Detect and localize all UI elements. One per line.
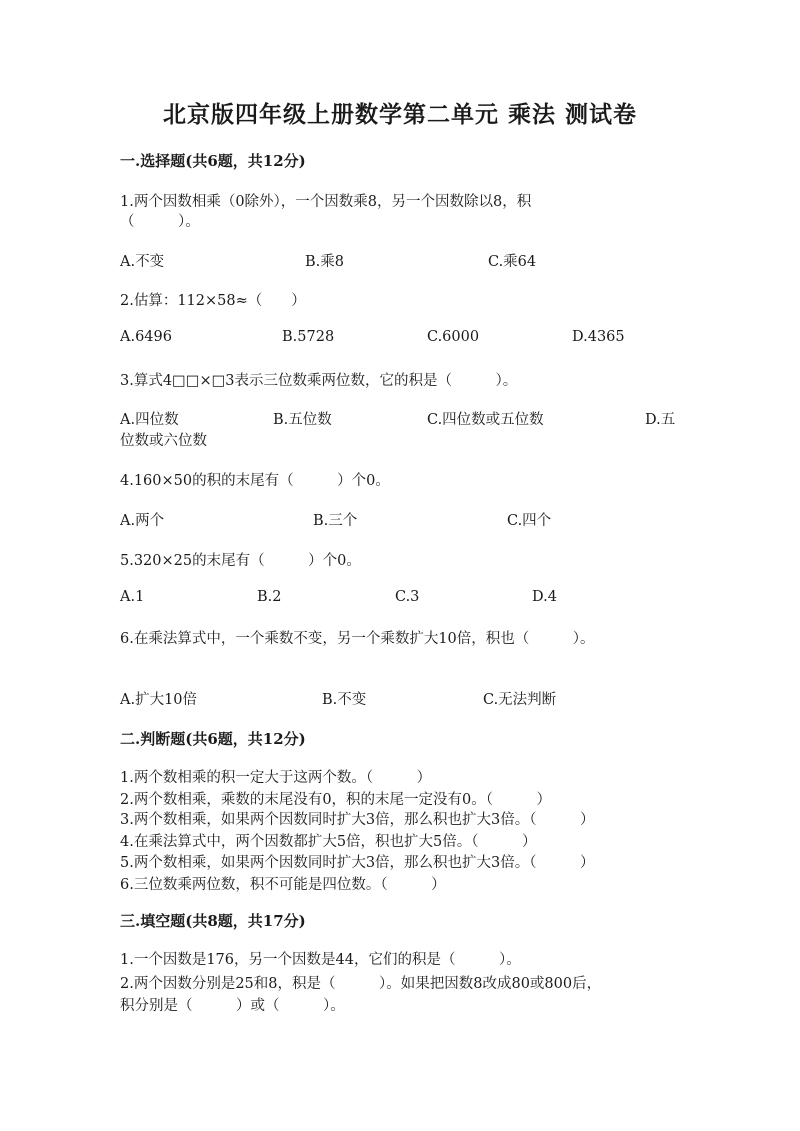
option-d-continued: 位数或六位数 — [120, 433, 207, 449]
question-stem: 2.估算：112×58≈（ ） — [120, 293, 306, 309]
option-c: C.3 — [395, 589, 420, 605]
option-d: D.五 — [645, 412, 676, 428]
judge-item: 2.两个数相乘，乘数的末尾没有0，积的末尾一定没有0。（ ） — [120, 792, 552, 808]
option-b: B.不变 — [322, 692, 367, 708]
judge-item: 1.两个数相乘的积一定大于这两个数。（ ） — [120, 770, 432, 786]
question-stem: 5.320×25的末尾有（ ）个0。 — [120, 553, 361, 569]
option-a: A.6496 — [120, 329, 172, 345]
option-a: A.不变 — [120, 254, 165, 270]
section-heading-fill: 三.填空题(共8题，共17分) — [120, 912, 306, 930]
section-heading-judge: 二.判断题(共6题，共12分) — [120, 730, 306, 748]
option-c: C.四位数或五位数 — [427, 412, 544, 428]
option-c: C.无法判断 — [483, 692, 557, 708]
option-d: D.4 — [532, 589, 557, 605]
option-d: D.4365 — [572, 329, 625, 345]
option-c: C.乘64 — [488, 254, 537, 270]
section-heading-choice: 一.选择题(共6题，共12分) — [120, 152, 306, 170]
option-b: B.乘8 — [305, 254, 344, 270]
option-b: B.五位数 — [273, 412, 332, 428]
question-stem: 6.在乘法算式中，一个乘数不变，另一个乘数扩大10倍，积也（ ）。 — [120, 631, 595, 647]
judge-item: 6.三位数乘两位数，积不可能是四位数。（ ） — [120, 877, 446, 893]
option-a: A.两个 — [120, 513, 165, 529]
question-stem: 3.算式4□□×□3表示三位数乘两位数，它的积是（ ）。 — [120, 373, 518, 389]
page-title: 北京版四年级上册数学第二单元 乘法 测试卷 — [162, 101, 637, 128]
option-a: A.扩大10倍 — [120, 692, 198, 708]
question-stem: （ ）。 — [120, 214, 200, 230]
fill-item-continued: 积分别是（ ）或（ ）。 — [120, 998, 345, 1014]
option-b: B.三个 — [313, 513, 358, 529]
option-b: B.5728 — [282, 329, 335, 345]
fill-item: 2.两个因数分别是25和8，积是（ ）。如果把因数8改成80或800后， — [120, 976, 602, 992]
option-b: B.2 — [257, 589, 282, 605]
judge-item: 3.两个数相乘，如果两个因数同时扩大3倍，那么积也扩大3倍。（ ） — [120, 812, 595, 828]
judge-item: 4.在乘法算式中，两个因数都扩大5倍，积也扩大5倍。（ ） — [120, 834, 537, 850]
option-c: C.6000 — [427, 329, 480, 345]
question-stem: 4.160×50的积的末尾有（ ）个0。 — [120, 473, 390, 489]
question-stem: 1.两个因数相乘（0除外），一个因数乘8，另一个因数除以8，积 — [120, 194, 532, 210]
judge-item: 5.两个数相乘，如果两个因数同时扩大3倍，那么积也扩大3倍。（ ） — [120, 855, 595, 871]
option-a: A.1 — [120, 589, 145, 605]
option-a: A.四位数 — [120, 412, 179, 428]
fill-item: 1.一个因数是176，另一个因数是44，它们的积是（ ）。 — [120, 952, 521, 968]
option-c: C.四个 — [507, 513, 552, 529]
